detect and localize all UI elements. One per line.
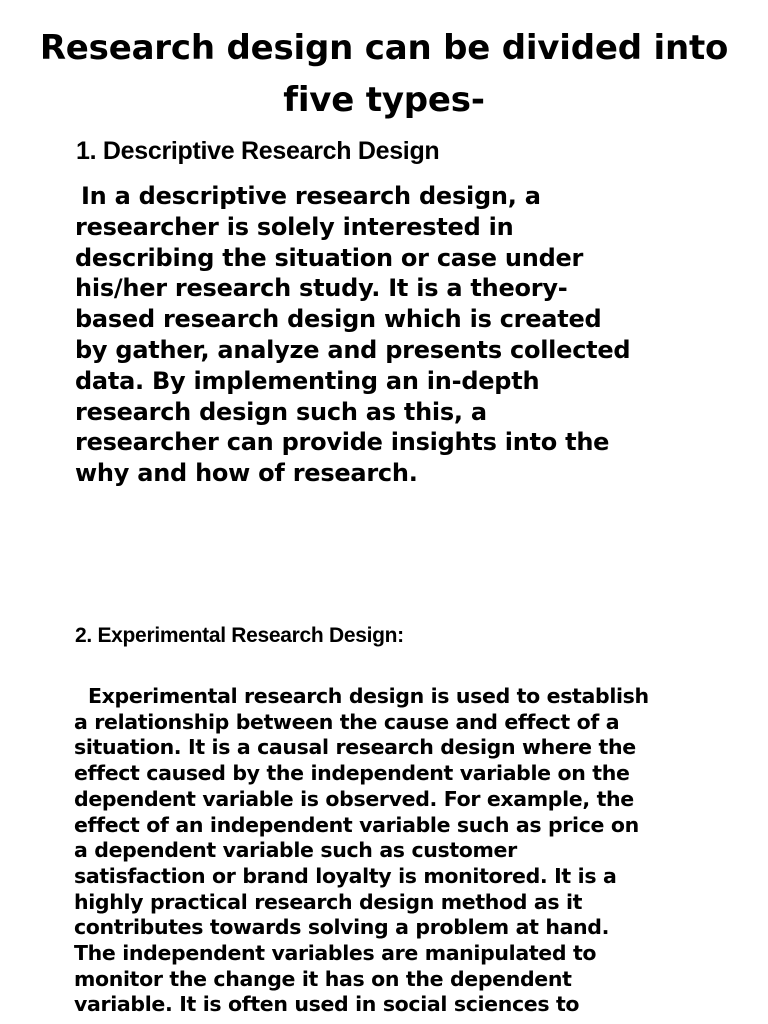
section-heading-experimental: 2. Experimental Research Design: — [75, 624, 404, 647]
paragraph-line: effect caused by the independent variable on the — [74, 761, 630, 786]
paragraph-line: monitor the change it has on the dependent — [74, 966, 572, 991]
paragraph-line: his/her research study. It is a theory- — [75, 274, 568, 303]
paragraph-line: variable. It is often used in social sciences to — [74, 992, 580, 1017]
experimental-paragraph — [74, 684, 649, 1018]
page-title: Research design can be divided into five types- — [39, 28, 729, 120]
paragraph-line: In a descriptive research design, a — [81, 182, 541, 210]
paragraph-line: effect of an independent variable such as price on — [74, 812, 639, 837]
paragraph-line: researcher is solely interested in — [75, 212, 514, 241]
paragraph-line: contributes towards solving a problem at hand. — [74, 915, 610, 940]
paragraph-line: researcher can provide insights into the — [75, 428, 610, 457]
descriptive-paragraph — [75, 181, 630, 489]
paragraph-line: Experimental research design is used to establish — [88, 684, 649, 708]
paragraph-line: situation. It is a causal research design where the — [74, 735, 636, 760]
section-heading-descriptive: 1. Descriptive Research Design — [76, 137, 440, 165]
paragraph-line: highly practical research design method as it — [74, 889, 583, 914]
paragraph-line: data. By implementing an in-depth — [75, 366, 540, 395]
paragraph-line: why and how of research. — [75, 459, 418, 488]
paragraph-line: research design such as this, a — [75, 397, 487, 426]
paragraph-line: satisfaction or brand loyalty is monitored. It is a — [74, 863, 617, 888]
paragraph-line: by gather, analyze and presents collected — [75, 335, 631, 364]
paragraph-line: describing the situation or case under — [75, 243, 584, 272]
paragraph-line: The independent variables are manipulated to — [74, 941, 597, 966]
paragraph-line: dependent variable is observed. For example, the — [74, 786, 634, 811]
paragraph-line: a dependent variable such as customer — [74, 838, 517, 863]
paragraph-line: based research design which is created — [75, 305, 602, 334]
paragraph-line: a relationship between the cause and effect of a — [74, 709, 620, 734]
